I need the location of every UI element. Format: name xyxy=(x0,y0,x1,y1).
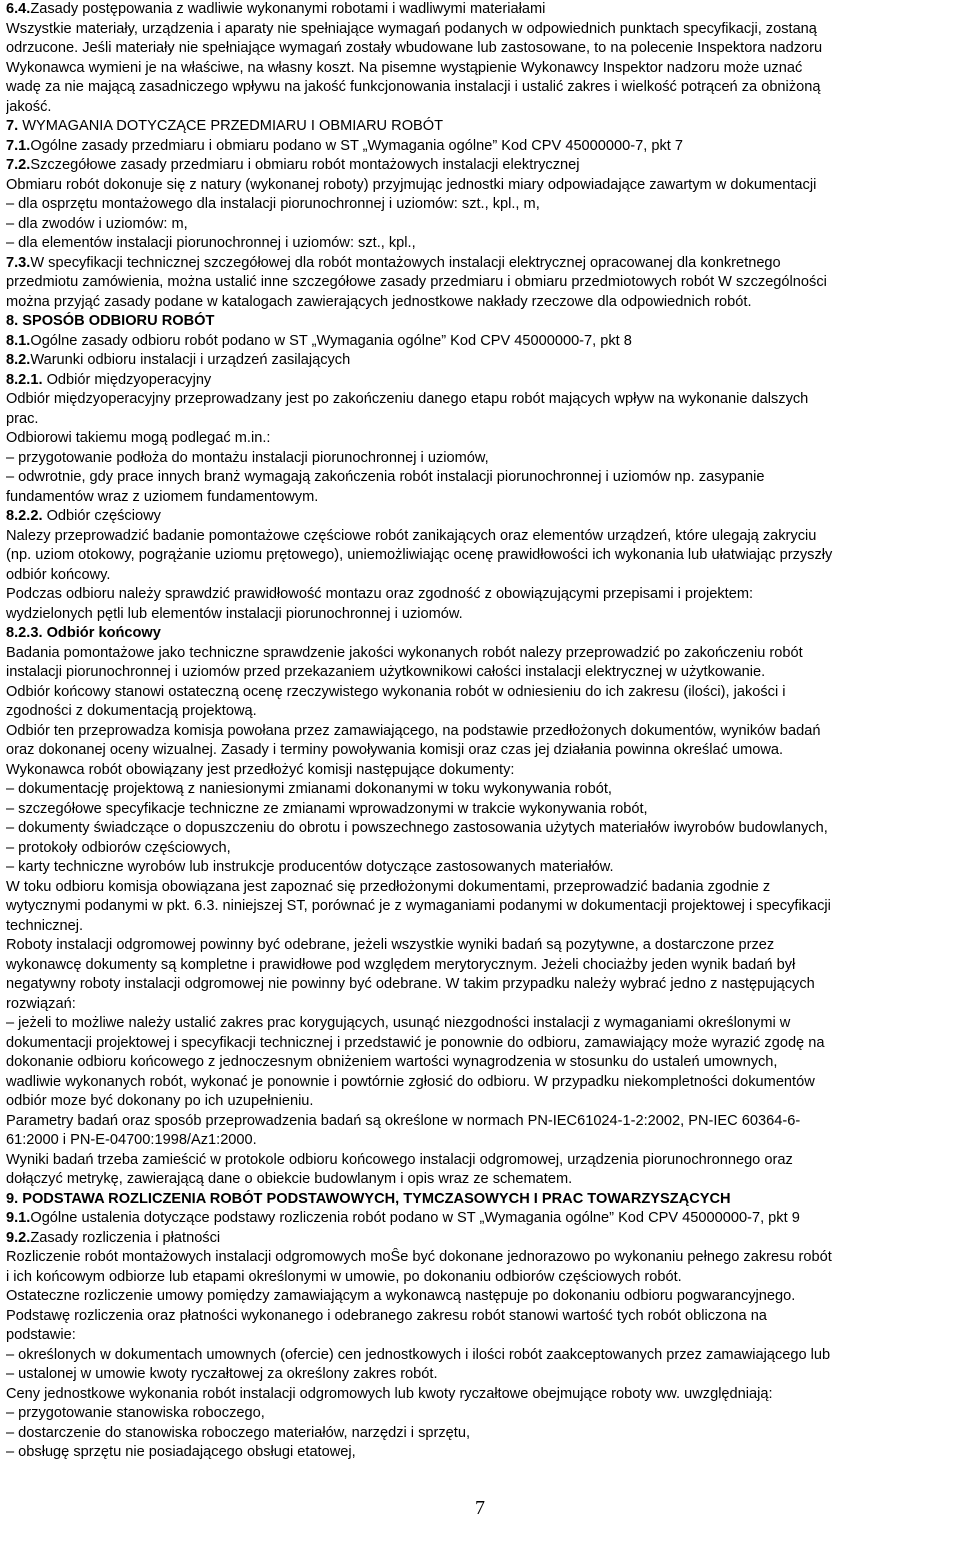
line-text: Szczegółowe zasady przedmiaru i obmiaru robót montażowych instalacji elektrycznej xyxy=(30,157,580,173)
text-line xyxy=(6,371,956,391)
text-line xyxy=(6,351,956,371)
section-number: 8.2. xyxy=(6,352,31,368)
section-number: 7.3. xyxy=(6,254,31,271)
line-text: przedmiotu zamówienia, można ustalić inne szczegółowe zasady przedmiaru i obmiaru przedmiotowych robót W szczególności xyxy=(6,274,827,290)
text-line xyxy=(6,507,956,527)
text-line xyxy=(6,1112,956,1132)
line-text: wytycznymi podanymi w pkt. 6.3. niniejszej ST, porównać je z wymaganiami podanymi w dokumentacji projektowej i specyfikacji xyxy=(6,898,831,914)
section-number: 8.2.1. xyxy=(6,371,43,388)
line-text: Odbiór częściowy xyxy=(42,508,161,524)
line-text: Wykonawca robót obowiązany jest przedłożyć komisji następujące dokumenty: xyxy=(6,761,515,778)
line-text: – ustalonej w umowie kwoty ryczałtowej za określony zakres robót. xyxy=(6,1366,438,1382)
line-text: W toku odbioru komisja obowiązana jest zapoznać się przedłożonymi dokumentami, przeprowadzić badania zgodnie z xyxy=(6,878,771,895)
text-line xyxy=(6,1151,956,1171)
section-number: 8.2.2. xyxy=(6,508,43,524)
line-text: dokonanie odbioru końcowego z jednoczesnym obniżeniem wartości wynagrodzenia w stosunku do ustaleń umownych, xyxy=(6,1054,778,1070)
text-line xyxy=(6,215,956,235)
text-line xyxy=(6,1190,956,1210)
section-number: 9. PODSTAWA ROZLICZENIA ROBÓT PODSTAWOWYCH, TYMCZASOWYCH I PRAC TOWARZYSZĄCYCH xyxy=(6,1190,731,1207)
section-heading: Odbiór końcowy xyxy=(42,625,161,641)
text-line xyxy=(6,1170,956,1190)
line-text: dokumentacji projektowej i specyfikacji technicznej i przedstawić je ponownie do odbioru, zamawiający może wyrazić zgodę na xyxy=(6,1034,825,1051)
document-page xyxy=(6,0,956,1463)
line-text: W specyfikacji technicznej szczegółowej dla robót montażowych instalacji elektrycznej opracowanej dla konkretnego xyxy=(30,254,781,271)
line-text: Odbiór międzyoperacyjny przeprowadzany jest po zakończeniu danego etapu robót mających wpływ na wykonanie dalszych xyxy=(6,391,809,407)
line-text: – określonych w dokumentach umownych (ofercie) cen jednostkowych i ilości robót zaakceptowanych przez zamawiającego lub xyxy=(6,1346,831,1363)
text-line xyxy=(6,1346,956,1366)
section-number: 9.1. xyxy=(6,1210,31,1226)
text-line xyxy=(6,839,956,859)
line-text: i ich końcowym odbiorze lub etapami określonymi w umowie, po dokonaniu odbiorów częściowych robót. xyxy=(6,1268,682,1285)
line-text: podstawie: xyxy=(6,1327,76,1343)
text-line xyxy=(6,605,956,625)
line-text: – karty techniczne wyrobów lub instrukcje producentów dotyczące zastosowanych materiałów. xyxy=(6,859,614,875)
text-line xyxy=(6,117,956,137)
line-text: (np. uziom otokowy, pogrążanie uziomu prętowego), uniemożliwiając ocenę prawidłowości ich wykonania lub ułatwiając przyszły xyxy=(6,547,833,563)
text-line xyxy=(6,254,956,274)
section-number: 8.2.3. xyxy=(6,625,43,641)
line-text: – dokumenty świadczące o dopuszczeniu do obrotu i powszechnego zastosowania użytych materiałów iwyrobów budowlanych, xyxy=(6,820,828,836)
text-line xyxy=(6,1385,956,1405)
text-line xyxy=(6,780,956,800)
line-text: zgodności z dokumentacją projektową. xyxy=(6,703,257,719)
line-text: Ogólne zasady przedmiaru i obmiaru podano w ST „Wymagania ogólne” Kod CPV 45000000-7, pkt 7 xyxy=(30,137,683,154)
line-text: rozwiązań: xyxy=(6,995,76,1012)
text-line xyxy=(6,488,956,508)
text-line xyxy=(6,0,956,20)
text-line xyxy=(6,1443,956,1463)
text-line xyxy=(6,137,956,157)
section-number: 7. xyxy=(6,118,19,134)
section-number: 7.2. xyxy=(6,157,31,173)
text-line xyxy=(6,78,956,98)
text-line xyxy=(6,936,956,956)
line-text: – dla osprzętu montażowego dla instalacji piorunochronnej i uziomów: szt., kpl., m, xyxy=(6,196,540,212)
text-line xyxy=(6,585,956,605)
text-line xyxy=(6,819,956,839)
text-line xyxy=(6,975,956,995)
text-line xyxy=(6,449,956,469)
section-number: 6.4. xyxy=(6,1,31,17)
text-line xyxy=(6,683,956,703)
line-text: fundamentów wraz z uziomem fundamentowym. xyxy=(6,488,319,505)
text-line xyxy=(6,1014,956,1034)
text-line xyxy=(6,195,956,215)
line-text: wadę za nie mającą zasadniczego wpływu na jakość funkcjonowania instalacji i ustalić zakres i wielkość potrąceń za obniżoną xyxy=(6,79,821,95)
line-text: odbiór moze być dokonany po ich uzupełnieniu. xyxy=(6,1093,314,1109)
section-number: 7.1. xyxy=(6,137,31,154)
line-text: można przyjąć zasady podane w katalogach zawierających jednostkowe nakłady rzeczowe dla odpowiednich robót. xyxy=(6,293,752,310)
text-line xyxy=(6,1365,956,1385)
line-text: technicznej. xyxy=(6,917,84,934)
text-line xyxy=(6,1307,956,1327)
text-line xyxy=(6,1326,956,1346)
line-text: Zasady postępowania z wadliwie wykonanymi robotami i wadliwymi materiałami xyxy=(30,1,546,17)
text-line xyxy=(6,1053,956,1073)
line-text: Odbiorowi takiemu mogą podlegać m.in.: xyxy=(6,430,271,446)
line-text: wadliwie wykonanych robót, wykonać je ponownie i powtórnie zgłosić do odbioru. W przypadku niekompletności dokumentów xyxy=(6,1073,815,1090)
line-text: prac. xyxy=(6,410,39,427)
text-line xyxy=(6,273,956,293)
text-line xyxy=(6,1073,956,1093)
text-line xyxy=(6,410,956,430)
text-line xyxy=(6,722,956,742)
text-line xyxy=(6,546,956,566)
line-text: Ogólne zasady odbioru robót podano w ST „Wymagania ogólne” Kod CPV 45000000-7, pkt 8 xyxy=(30,332,632,349)
text-line xyxy=(6,390,956,410)
text-line xyxy=(6,293,956,313)
text-line xyxy=(6,312,956,332)
line-text: 61:2000 i PN-E-04700:1998/Az1:2000. xyxy=(6,1132,257,1148)
line-text: Obmiaru robót dokonuje się z natury (wykonanej roboty) przyjmując jednostki miary odpowiadające zawartym w dokumentacji xyxy=(6,176,817,193)
line-text: oraz dokonanej oceny wizualnej. Zasady i terminy powoływania komisji oraz czas jej działania powinna określać umowa. xyxy=(6,742,784,758)
text-line xyxy=(6,59,956,79)
line-text: wydzielonych pętli lub elementów instalacji piorunochronnej i uziomów. xyxy=(6,605,463,622)
text-line xyxy=(6,741,956,761)
text-line xyxy=(6,527,956,547)
line-text: Ceny jednostkowe wykonania robót instalacji odgromowych lub kwoty ryczałtowe obejmujące roboty ww. uwzględniają: xyxy=(6,1385,773,1402)
text-line xyxy=(6,1248,956,1268)
section-number: 8.1. xyxy=(6,332,31,349)
line-text: Zasady rozliczenia i płatności xyxy=(30,1229,221,1246)
line-text: instalacji piorunochronnej i uziomów przed przekazaniem użytkownikowi całości instalacji elektrycznej w użytkowanie. xyxy=(6,664,766,680)
text-line xyxy=(6,1268,956,1288)
text-line xyxy=(6,858,956,878)
line-text: Warunki odbioru instalacji i urządzeń zasilających xyxy=(30,352,351,368)
text-line xyxy=(6,956,956,976)
line-text: Odbiór międzyoperacyjny xyxy=(42,371,212,388)
text-line xyxy=(6,1209,956,1229)
section-number: 9.2. xyxy=(6,1229,31,1246)
line-text: Ogólne ustalenia dotyczące podstawy rozliczenia robót podano w ST „Wymagania ogólne” Kod CPV 45000000-7, pkt 9 xyxy=(30,1210,800,1226)
text-line xyxy=(6,39,956,59)
line-text: Nalezy przeprowadzić badanie pomontażowe częściowe robót zanikających oraz elementów urządzeń, które ulegają zakryciu xyxy=(6,527,817,544)
line-text: – przygotowanie podłoża do montażu instalacji piorunochronnej i uziomów, xyxy=(6,449,489,466)
line-text: WYMAGANIA DOTYCZĄCE PRZEDMIARU I OBMIARU ROBÓT xyxy=(18,118,444,134)
text-line xyxy=(6,468,956,488)
line-text: Ostateczne rozliczenie umowy pomiędzy zamawiającym a wykonawcą następuje po dokonaniu odbioru pogwarancyjnego. xyxy=(6,1288,796,1304)
text-line xyxy=(6,995,956,1015)
text-line xyxy=(6,917,956,937)
text-line xyxy=(6,1092,956,1112)
text-line xyxy=(6,20,956,40)
line-text: – jeżeli to możliwe należy ustalić zakres prac korygujących, usunąć niezgodności instalacji z wymaganiami określonymi w xyxy=(6,1015,791,1031)
line-text: – dla elementów instalacji piorunochronnej i uziomów: szt., kpl., xyxy=(6,235,416,251)
text-line xyxy=(6,897,956,917)
text-line xyxy=(6,566,956,586)
page-number: 7 xyxy=(475,1497,485,1519)
line-text: Badania pomontażowe jako techniczne sprawdzenie jakości wykonanych robót nalezy przeprowadzić po zakończeniu robót xyxy=(6,644,803,661)
text-line xyxy=(6,98,956,118)
line-text: dołączyć metrykę, zawierającą dane o obiekcie budowlanym i opis wraz ze schematem. xyxy=(6,1171,573,1187)
text-line xyxy=(6,878,956,898)
line-text: odbiór końcowy. xyxy=(6,566,111,583)
text-line xyxy=(6,761,956,781)
line-text: jakość. xyxy=(6,98,52,115)
text-line xyxy=(6,644,956,664)
section-number: 8. SPOSÓB ODBIORU ROBÓT xyxy=(6,313,215,329)
line-text: – dla zwodów i uziomów: m, xyxy=(6,215,188,232)
line-text: negatywny roboty instalacji odgromowej nie powinny być odebrane. W takim przypadku należy wybrać jedno z następujących xyxy=(6,976,815,992)
line-text: Odbiór końcowy stanowi ostateczną ocenę rzeczywistego wykonania robót w odniesieniu do ich zakresu (ilości), jakości i xyxy=(6,683,786,700)
line-text: – obsługę sprzętu nie posiadającego obsługi etatowej, xyxy=(6,1444,356,1460)
line-text: – szczegółowe specyfikacje techniczne ze zmianami wprowadzonymi w trakcie wykonywania robót, xyxy=(6,800,648,817)
text-line xyxy=(6,624,956,644)
line-text: Rozliczenie robót montażowych instalacji odgromowych moŜe być dokonane jednorazowo po wykonaniu pełnego zakresu robót xyxy=(6,1249,832,1265)
text-line xyxy=(6,234,956,254)
text-line xyxy=(6,1287,956,1307)
line-text: – odwrotnie, gdy prace innych branż wymagają zakończenia robót instalacji piorunochronnej i uziomów np. zasypanie xyxy=(6,469,765,485)
text-line xyxy=(6,1424,956,1444)
text-line xyxy=(6,800,956,820)
line-text: Parametry badań oraz sposób przeprowadzenia badań są określone w normach PN-IEC61024-1-2:2002, PN-IEC 60364-6- xyxy=(6,1112,801,1129)
text-line xyxy=(6,176,956,196)
text-line xyxy=(6,332,956,352)
line-text: wykonawcę dokumenty są kompletne i prawidłowe pod względem merytorycznym. Jeżeli chociażby jeden wynik badań był xyxy=(6,956,796,973)
line-text: Roboty instalacji odgromowej powinny być odebrane, jeżeli wszystkie wyniki badań są pozytywne, a dostarczone przez xyxy=(6,937,775,953)
line-text: Wszystkie materiały, urządzenia i aparaty nie spełniające wymagań podanych w odpowiednich punktach specyfikacji, zostaną xyxy=(6,20,817,37)
text-line xyxy=(6,702,956,722)
line-text: odrzucone. Jeśli materiały nie spełniające wymagań zostały wbudowane lub zastosowane, to na polecenie Inspektora nadzoru xyxy=(6,40,823,56)
line-text: – przygotowanie stanowiska roboczego, xyxy=(6,1405,265,1421)
line-text: Odbiór ten przeprowadza komisja powołana przez zamawiającego, na podstawie przedłożonych dokumentów, wyników badań xyxy=(6,722,821,739)
text-line xyxy=(6,429,956,449)
line-text: – protokoły odbiorów częściowych, xyxy=(6,839,231,856)
text-line xyxy=(6,663,956,683)
line-text: Wyniki badań trzeba zamieścić w protokole odbioru końcowego instalacji odgromowej, urządzenia piorunochronnego oraz xyxy=(6,1151,793,1168)
line-text: Podczas odbioru należy sprawdzić prawidłowość montazu oraz zgodność z obowiązującymi przepisami i projektem: xyxy=(6,586,754,602)
text-line xyxy=(6,1034,956,1054)
text-line xyxy=(6,156,956,176)
line-text: – dostarczenie do stanowiska roboczego materiałów, narzędzi i sprzętu, xyxy=(6,1424,470,1441)
line-text: – dokumentację projektową z naniesionymi zmianami dokonanymi w toku wykonywania robót, xyxy=(6,781,612,797)
line-text: Wykonawca wymieni je na właściwe, na własny koszt. Na pisemne wystąpienie Wykonawcy Inspektor nadzoru może uznać xyxy=(6,59,803,76)
text-line xyxy=(6,1404,956,1424)
line-text: Podstawę rozliczenia oraz płatności wykonanego i odebranego zakresu robót stanowi wartość tych robót obliczona na xyxy=(6,1307,767,1324)
text-line xyxy=(6,1131,956,1151)
text-line xyxy=(6,1229,956,1249)
